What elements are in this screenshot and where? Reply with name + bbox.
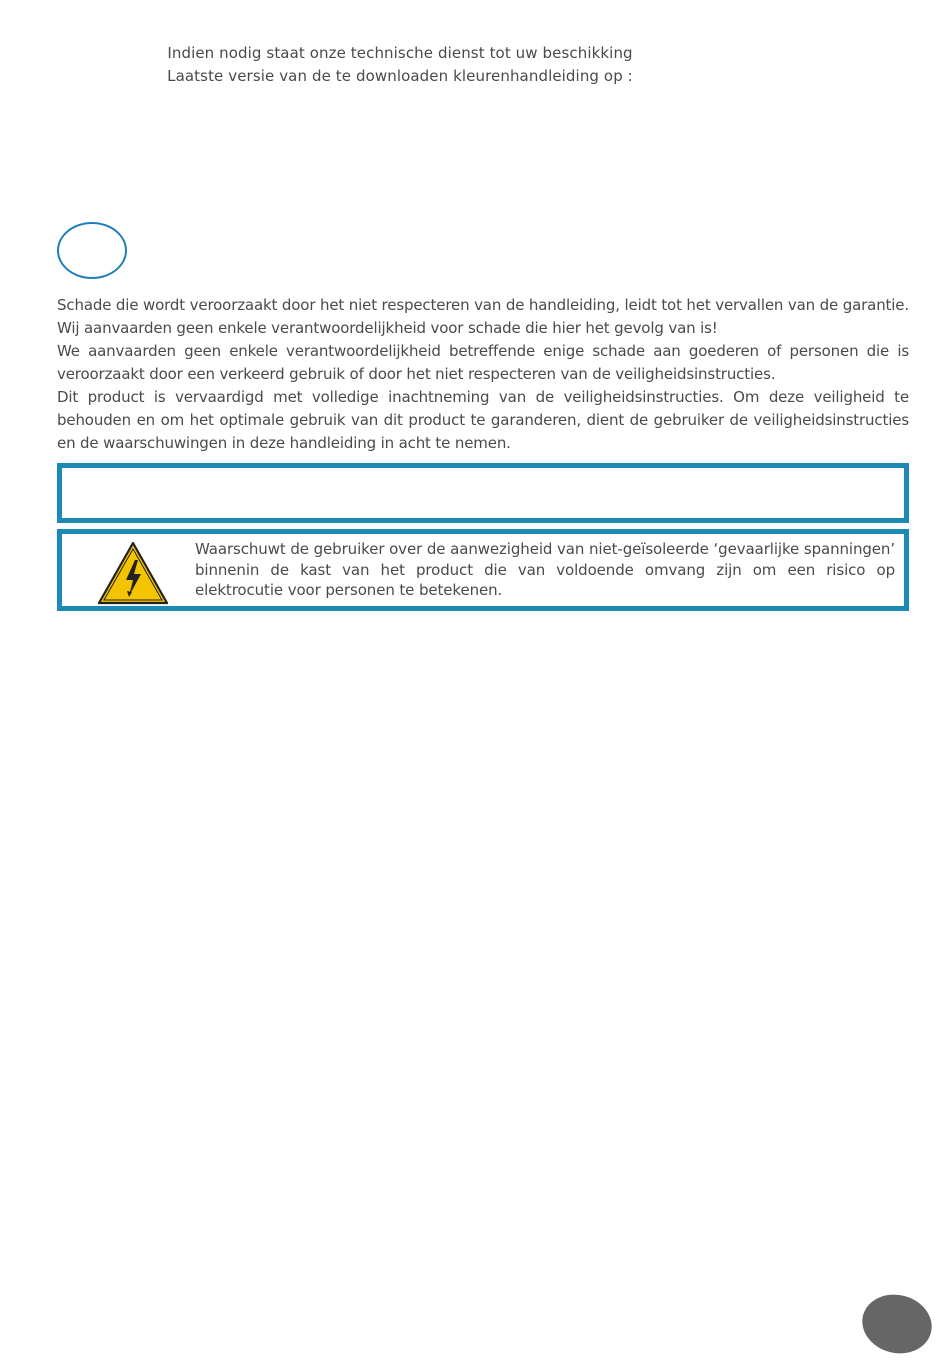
- disclaimer-paragraph-1: Schade die wordt veroorzaakt door het niet respecteren van de handleiding, leidt tot het vervallen van de garantie. Wij aanvaarden geen enkele verantwoordelijkheid voor schade die hier het gevolg van is!: [57, 296, 909, 337]
- support-line: Indien nodig staat onze technische dienst tot uw beschikking: [167, 44, 633, 62]
- warning-text: Waarschuwt de gebruiker over de aanwezigheid van niet-geïsoleerde ‘gevaarlijke spanningen’ binnenin de kast van het product die van voldoende omvang zijn om een risico op elektrocutie voor personen te betekenen.: [195, 540, 895, 599]
- download-line: Laatste versie van de te downloaden kleurenhandleiding op :: [167, 67, 633, 85]
- warning-box: [57, 529, 909, 611]
- section-marker-circle: [57, 222, 127, 279]
- page-number-badge: [856, 1287, 938, 1360]
- disclaimer-text: [57, 294, 909, 455]
- header-info: [150, 42, 650, 88]
- disclaimer-paragraph-3: Dit product is vervaardigd met volledige inachtneming van de veiligheidsinstructies. Om deze veiligheid te behouden en om het optimale gebruik van dit product te garanderen, dient de gebruiker de veiligheidsinstructies en de waarschuwingen in deze handleiding in acht te nemen.: [57, 388, 909, 452]
- electric-hazard-icon: [96, 540, 170, 606]
- disclaimer-paragraph-2: We aanvaarden geen enkele verantwoordelijkheid betreffende enige schade aan goederen of personen die is veroorzaakt door een verkeerd gebruik of door het niet respecteren van de veiligheidsinstructies.: [57, 342, 909, 383]
- blank-notice-box: [57, 463, 909, 523]
